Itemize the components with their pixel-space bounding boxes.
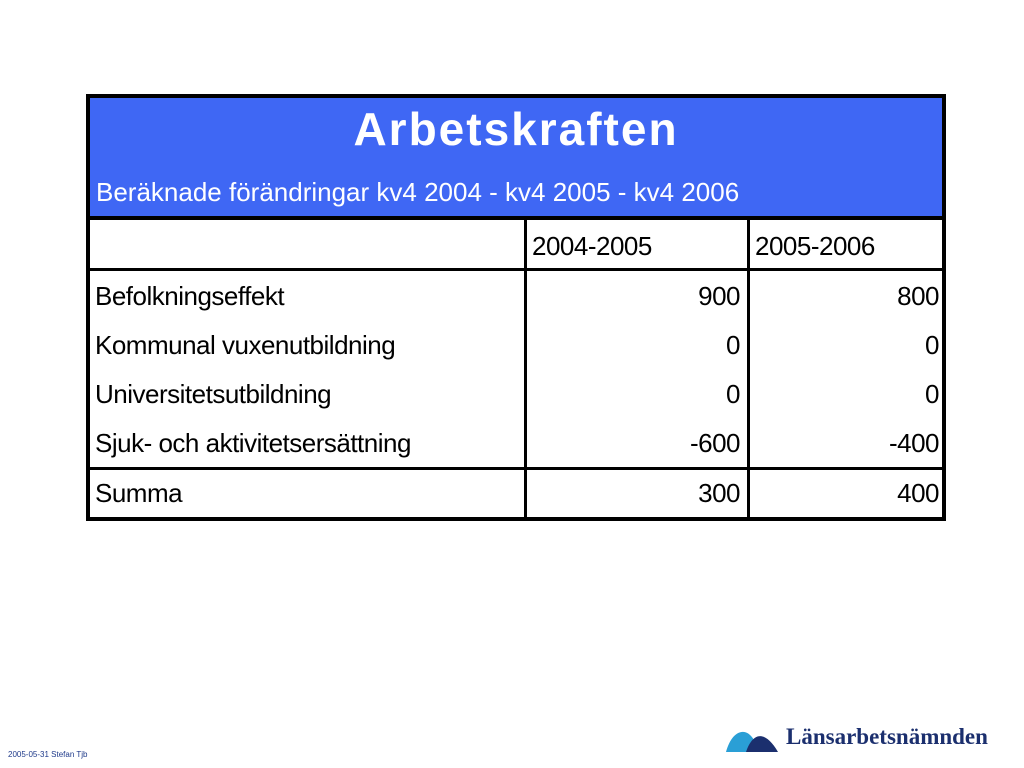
row-value: 800 bbox=[897, 281, 939, 311]
row-label: Befolkningseffekt bbox=[95, 281, 285, 311]
row-label: Universitetsutbildning bbox=[95, 379, 332, 409]
row-value: -400 bbox=[888, 428, 939, 458]
column-header: 2005-2006 bbox=[755, 231, 875, 261]
row-value: 0 bbox=[925, 379, 939, 409]
row-label: Sjuk- och aktivitetsersättning bbox=[95, 428, 411, 458]
table-subtitle: Beräknade förändringar kv4 2004 - kv4 2005 - kv4 2006 bbox=[96, 177, 740, 207]
total-label: Summa bbox=[95, 478, 183, 508]
total-row-divider bbox=[90, 467, 942, 470]
logo-wave-icon bbox=[724, 722, 780, 756]
table-title: Arbetskraften bbox=[353, 103, 679, 155]
header-row-divider bbox=[90, 268, 942, 271]
total-value: 300 bbox=[698, 478, 740, 508]
organization-logo bbox=[724, 722, 1014, 756]
row-value: 0 bbox=[925, 330, 939, 360]
column-header: 2004-2005 bbox=[532, 231, 652, 261]
row-value: 900 bbox=[698, 281, 740, 311]
column-divider bbox=[747, 220, 750, 517]
logo-text: Länsarbetsnämnden bbox=[786, 724, 988, 749]
row-value: -600 bbox=[689, 428, 740, 458]
total-value: 400 bbox=[897, 478, 939, 508]
row-label: Kommunal vuxenutbildning bbox=[95, 330, 396, 360]
row-value: 0 bbox=[726, 330, 740, 360]
table-header-banner bbox=[90, 98, 942, 220]
footer-date: 2005-05-31 Stefan Tjb bbox=[8, 750, 88, 759]
row-value: 0 bbox=[726, 379, 740, 409]
data-table bbox=[86, 94, 946, 521]
column-divider bbox=[524, 220, 527, 517]
